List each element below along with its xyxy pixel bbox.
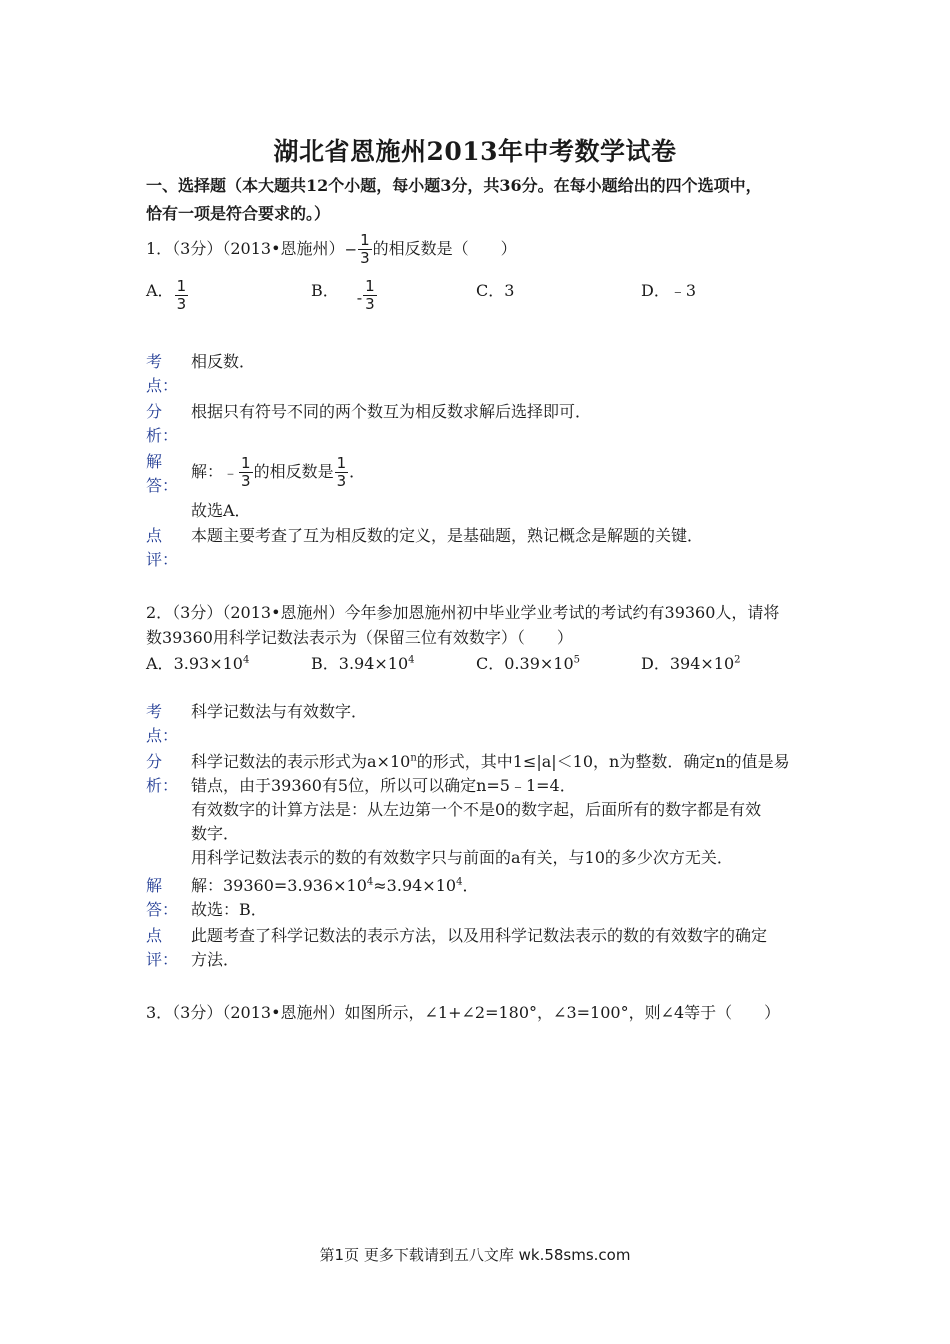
fraction-numerator: 1 — [176, 277, 187, 295]
option-value: 394×10 — [669, 654, 735, 673]
fenxi-line-4: 数字． — [191, 824, 240, 843]
option-label: B． — [311, 654, 339, 673]
option-exponent: 2 — [734, 654, 741, 666]
option-value: 0.39×10 — [504, 654, 574, 673]
jieda-label: 解 答： — [146, 452, 179, 495]
fenxi-text — [191, 750, 811, 870]
jieda-line-1 — [191, 454, 811, 491]
fraction-numerator: 1 — [336, 454, 347, 472]
question-1-option-a — [146, 278, 189, 313]
kaodian-label: 考 点： — [146, 352, 179, 395]
question-2-option-a — [146, 651, 249, 674]
option-exponent: 4 — [408, 654, 415, 666]
fraction-denominator: 3 — [176, 295, 187, 313]
fraction — [335, 455, 349, 490]
page-footer: 第1页 更多下载请到五八文库 wk.58sms.com — [319, 1246, 631, 1264]
dianping-line-1: 此题考查了科学记数法的表示方法，以及用科学记数法表示的数的有效数字的确定 — [191, 926, 768, 945]
option-value: ﹣3 — [669, 281, 697, 300]
question-1-stem — [146, 232, 517, 267]
jieda-end: ． — [349, 462, 366, 481]
option-label: C． — [476, 654, 505, 673]
option-value: 3 — [504, 281, 515, 300]
section-heading-line-1: 一、选择题（本大题共12个小题，每小题3分，共36分。在每小题给出的四个选项中， — [146, 176, 762, 195]
question-1-option-c — [476, 278, 514, 301]
section-heading — [146, 172, 826, 228]
question-1-option-d — [641, 278, 696, 301]
minus-sign: − — [344, 240, 358, 259]
kaodian-label: 考 点： — [146, 702, 179, 745]
fraction-numerator: 1 — [360, 231, 370, 249]
fraction-numerator: 1 — [241, 454, 251, 472]
exponent: 4 — [366, 876, 374, 888]
fraction — [358, 232, 372, 267]
fraction-denominator: 3 — [241, 472, 251, 490]
fraction-numerator: 1 — [365, 277, 375, 295]
question-2-option-b — [311, 651, 415, 674]
section-heading-line-2: 恰有一项是符合要求的。） — [146, 204, 331, 223]
minus-sign: ﹣ — [223, 463, 239, 482]
page-title: 湖北省恩施州2013年中考数学试卷 — [273, 137, 677, 166]
minus-sign: - — [356, 288, 363, 307]
question-1-suffix: 的相反数是（ ） — [372, 239, 517, 258]
fraction-denominator: 3 — [336, 472, 347, 490]
jieda-line-2: 故选A． — [191, 501, 251, 520]
fraction — [239, 455, 253, 490]
jieda-label: 解 答： — [146, 876, 179, 919]
option-label: A． — [146, 281, 174, 300]
exponent: 4 — [456, 876, 463, 888]
fenxi-line-5: 用科学记数法表示的数的有效数字只与前面的a有关，与10的多少次方无关． — [191, 848, 733, 867]
fraction-denominator: 3 — [360, 249, 370, 267]
option-label: C． — [476, 281, 505, 300]
question-1-prefix: 1．（3分）（2013•恩施州） — [146, 239, 345, 258]
dianping-label: 点 评： — [146, 926, 179, 969]
question-2-line-1: 2．（3分）（2013•恩施州）今年参加恩施州初中毕业学业考试的考试约有39360人，请将 — [146, 603, 780, 622]
question-1-option-b — [311, 278, 378, 313]
fenxi-label: 分 析： — [146, 402, 179, 445]
option-value: 3.94×10 — [338, 654, 409, 673]
option-label: D． — [641, 281, 670, 300]
dianping-text: 本题主要考查了互为相反数的定义，是基础题，熟记概念是解题的关键． — [191, 526, 704, 545]
option-exponent: 5 — [573, 654, 581, 666]
question-2-option-c — [476, 651, 580, 674]
kaodian-text: 科学记数法与有效数字． — [191, 702, 368, 721]
option-label: B． — [311, 281, 339, 300]
question-2-line-2: 数39360用科学记数法表示为（保留三位有效数字）（ ） — [146, 628, 573, 647]
fraction — [363, 278, 377, 313]
option-label: D． — [641, 654, 670, 673]
question-3-stem: 3．（3分）（2013•恩施州）如图所示，∠1+∠2=180°，∠3=100°，则∠4等于（ ） — [146, 1003, 781, 1022]
fraction — [175, 278, 189, 313]
jieda-mid: 的相反数是 — [253, 462, 334, 481]
fenxi-label: 分 析： — [146, 752, 179, 795]
kaodian-text: 相反数． — [191, 352, 256, 371]
jieda-text — [191, 874, 811, 922]
jieda-line-1: 解：$39360=3.936\times 10^4\approx 3.94\times 10^4$． — [191, 876, 479, 895]
jieda-prefix: 解： — [191, 462, 224, 481]
fenxi-line-1: 科学记数法的表示形式为$a\times 10^n$的形式，其中1≤|a|＜10，n为整数．确定n的值是易 — [191, 752, 790, 771]
dianping-label: 点 评： — [146, 526, 179, 569]
option-exponent: 4 — [242, 654, 250, 666]
jieda-line-2: 故选：B． — [191, 900, 267, 919]
dianping-text — [191, 924, 811, 972]
option-label: A． — [146, 654, 174, 673]
question-2-stem — [146, 600, 779, 650]
option-value: 3.93×10 — [173, 654, 243, 673]
fenxi-line-2: 错点，由于39360有5位，所以可以确定n=5﹣1=4． — [191, 776, 576, 795]
fraction-denominator: 3 — [365, 295, 375, 313]
dianping-line-2: 方法． — [191, 950, 240, 969]
fenxi-text: 根据只有符号不同的两个数互为相反数求解后选择即可． — [191, 402, 592, 421]
fenxi-line-3: 有效数字的计算方法是：从左边第一个不是0的数字起，后面所有的数字都是有效 — [191, 800, 762, 819]
exponent: n — [410, 752, 417, 764]
question-2-option-d — [641, 651, 741, 674]
